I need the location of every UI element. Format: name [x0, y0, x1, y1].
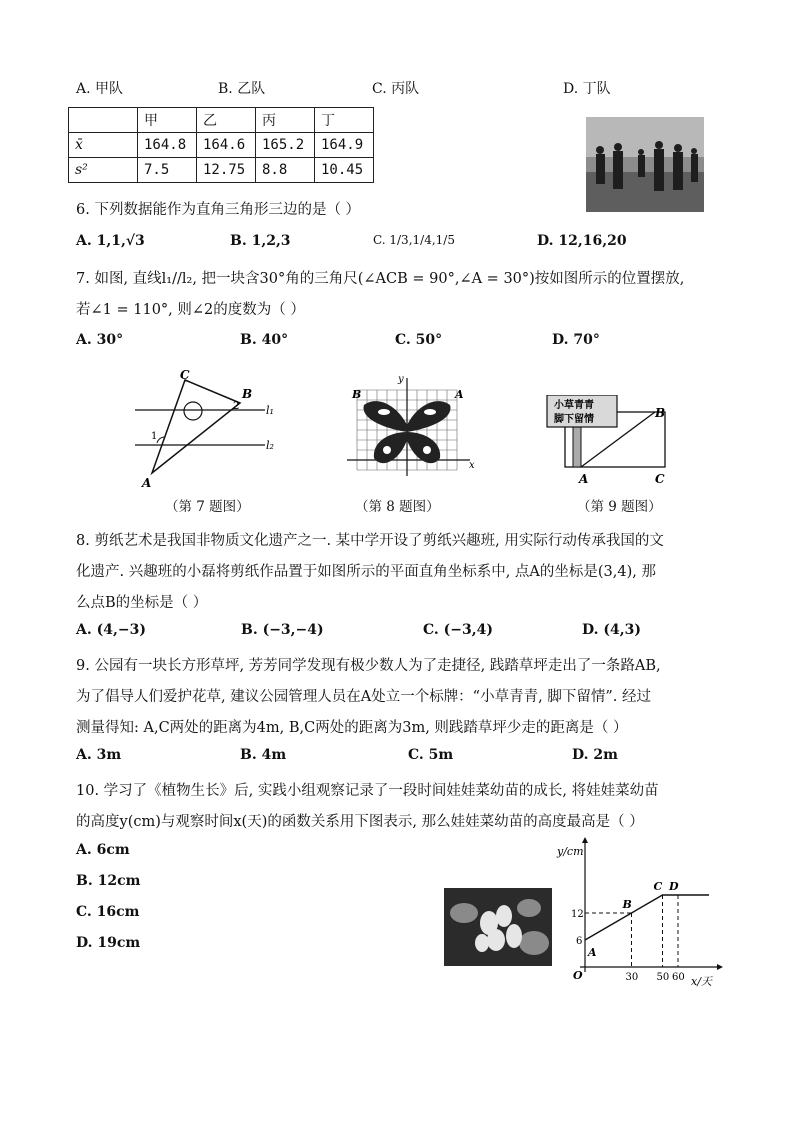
table-cell: 165.2	[256, 133, 315, 158]
sign-line1: 小草青青	[554, 400, 594, 411]
table-cell: 164.9	[315, 133, 374, 158]
q9-stem-line3: 测量得知: A,C两处的距离为4m, B,C两处的距离为3m, 则践踏草坪少走的距离是（ ）	[76, 720, 628, 736]
q8-option-a[interactable]: A. (4,−3)	[76, 622, 146, 638]
q10-option-a[interactable]: A. 6cm	[76, 842, 130, 858]
label-b: B	[655, 406, 666, 420]
y-axis-label: y/cm	[557, 845, 584, 858]
q9-option-c[interactable]: C. 5m	[408, 747, 454, 763]
table-row	[69, 158, 374, 183]
label-x: x	[469, 460, 475, 471]
table-row	[69, 108, 374, 133]
team-photo	[586, 117, 704, 212]
label-a: A	[142, 476, 152, 490]
label-c: C	[180, 368, 190, 382]
q8-option-d[interactable]: D. (4,3)	[582, 622, 641, 638]
q7-option-a[interactable]: A. 30°	[76, 332, 124, 348]
triangle-ruler	[152, 380, 240, 473]
point-label: D	[669, 880, 679, 893]
table-cell: 丙	[256, 108, 315, 133]
ruler-hole	[184, 402, 202, 420]
x-axis-label: x/天	[691, 975, 712, 988]
q10-stem-line2: 的高度y(cm)与观察时间x(天)的函数关系用下图表示, 那么娃娃菜幼苗的高度最高是（ ）	[76, 814, 644, 830]
q8-option-c[interactable]: C. (−3,4)	[423, 622, 493, 638]
point-label: C	[653, 880, 663, 893]
q6-option-a[interactable]: A. 1,1,√3	[76, 233, 145, 249]
label-b: B	[242, 387, 253, 401]
figure-8-caption: （第 8 题图）	[355, 499, 440, 515]
q9-option-d[interactable]: D. 2m	[572, 747, 618, 763]
table-cell: 164.8	[138, 133, 197, 158]
y-tick-label: 12	[571, 909, 584, 920]
table-cell: 7.5	[138, 158, 197, 183]
table-cell: 10.45	[315, 158, 374, 183]
q7-option-b[interactable]: B. 40°	[240, 332, 289, 348]
x-tick-label: 50	[656, 972, 670, 983]
q7-option-d[interactable]: D. 70°	[552, 332, 600, 348]
q6-option-d[interactable]: D. 12,16,20	[537, 233, 627, 249]
q7-stem-line1: 7. 如图, 直线l₁//l₂, 把一块含30°角的三角尺(∠ACB = 90°,∠A = 30°)按如图所示的位置摆放,	[76, 271, 685, 287]
table-cell: 丁	[315, 108, 374, 133]
y-axis-arrow	[582, 837, 588, 843]
q5-option-a[interactable]: A. 甲队	[76, 81, 124, 97]
point-label: A	[588, 946, 597, 959]
seedling-photo	[444, 888, 552, 966]
table-cell: x̄	[69, 133, 138, 158]
label-a: A	[455, 388, 464, 401]
label-l1: l₁	[266, 404, 274, 417]
label-c: C	[655, 472, 665, 486]
q8-stem-line2: 化遗产. 兴趣班的小磊将剪纸作品置于如图所示的平面直角坐标系中, 点A的坐标是(3,4), 那	[76, 564, 656, 580]
table-cell: s²	[69, 158, 138, 183]
figure-9-caption: （第 9 题图）	[577, 499, 662, 515]
q5-option-c[interactable]: C. 丙队	[372, 81, 420, 97]
table-cell	[69, 108, 138, 133]
label-b: B	[352, 388, 362, 401]
q7-option-c[interactable]: C. 50°	[395, 332, 443, 348]
sign-post	[573, 425, 581, 467]
x-tick-label: 60	[672, 972, 685, 983]
table-cell: 甲	[138, 108, 197, 133]
q8-option-b[interactable]: B. (−3,−4)	[241, 622, 324, 638]
growth-chart	[545, 835, 725, 990]
q9-option-a[interactable]: A. 3m	[76, 747, 122, 763]
table-cell: 乙	[197, 108, 256, 133]
figure-7-caption: （第 7 题图）	[165, 499, 250, 515]
q10-option-d[interactable]: D. 19cm	[76, 935, 141, 951]
q8-stem-line1: 8. 剪纸艺术是我国非物质文化遗产之一. 某中学开设了剪纸兴趣班, 用实际行动传承我国的文	[76, 533, 664, 549]
figure-8	[342, 370, 477, 478]
x-axis-arrow	[717, 964, 723, 970]
figure-7	[130, 365, 290, 490]
q9-option-b[interactable]: B. 4m	[240, 747, 287, 763]
sign-line2: 脚下留情	[554, 414, 594, 425]
q10-option-b[interactable]: B. 12cm	[76, 873, 141, 889]
q6-stem: 6. 下列数据能作为直角三角形三边的是（ ）	[76, 202, 361, 218]
label-angle-1: 1	[151, 431, 158, 442]
q6-option-c[interactable]: C. 1/3,1/4,1/5	[373, 233, 455, 247]
table-cell: 12.75	[197, 158, 256, 183]
q8-stem-line3: 么点B的坐标是（ ）	[76, 595, 208, 611]
q6-option-b[interactable]: B. 1,2,3	[230, 233, 291, 249]
q5-option-d[interactable]: D. 丁队	[563, 81, 611, 97]
point-label: B	[622, 898, 632, 911]
label-y: y	[398, 374, 404, 385]
origin-label: O	[573, 969, 583, 982]
table-row	[69, 133, 374, 158]
table-cell: 8.8	[256, 158, 315, 183]
stats-table	[68, 107, 374, 183]
q7-stem-line2: 若∠1 = 110°, 则∠2的度数为（ ）	[76, 302, 305, 318]
q9-stem-line2: 为了倡导人们爱护花草, 建议公园管理人员在A处立一个标牌：“小草青青, 脚下留情”. 经过	[76, 689, 651, 705]
label-a: A	[579, 472, 589, 486]
q5-option-b[interactable]: B. 乙队	[218, 81, 266, 97]
label-l2: l₂	[266, 439, 274, 452]
q10-stem-line1: 10. 学习了《植物生长》后, 实践小组观察记录了一段时间娃娃菜幼苗的成长, 将娃娃菜幼苗	[76, 783, 659, 799]
x-tick-label: 30	[625, 972, 639, 983]
q9-stem-line1: 9. 公园有一块长方形草坪, 芳芳同学发现有极少数人为了走捷径, 践踏草坪走出了一条路AB,	[76, 658, 661, 674]
q10-option-c[interactable]: C. 16cm	[76, 904, 140, 920]
y-tick-label: 6	[576, 936, 583, 947]
table-cell: 164.6	[197, 133, 256, 158]
series-line	[585, 895, 709, 940]
label-angle-2: 2	[233, 401, 240, 412]
figure-9	[545, 395, 675, 487]
